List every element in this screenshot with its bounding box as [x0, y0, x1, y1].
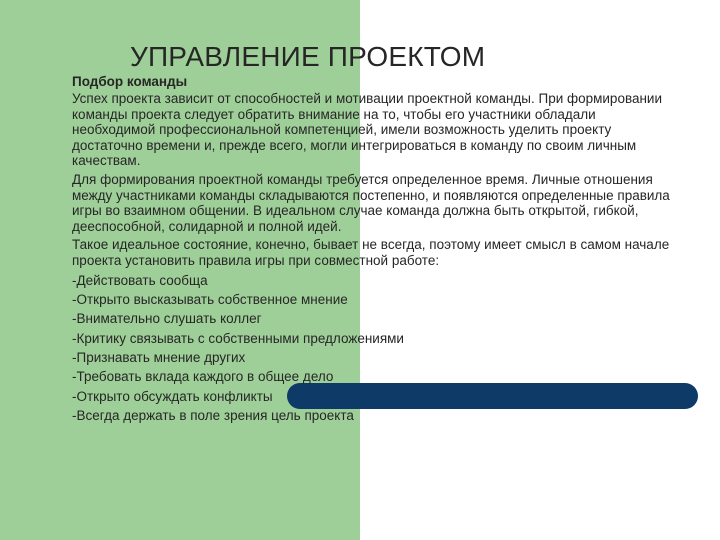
- paragraph: Такое идеальное состояние, конечно, бывает не всегда, поэтому имеет смысл в самом начале проекта установить правила игры при совместной работе:: [72, 237, 670, 268]
- paragraph: Успех проекта зависит от способностей и мотивации проектной команды. При формировании команды проекта следует обратить внимание на то, чтобы его участники обладали необходимой профессиональной компетенцией, имели возможность уделить проекту достаточно времени и, прежде всего, могли интегрироваться в команду по своим личным качествам.: [72, 91, 663, 169]
- list-item: -Внимательно слушать коллег: [72, 311, 262, 327]
- slide-body: [72, 91, 672, 426]
- list-item: -Открыто высказывать собственное мнение: [72, 291, 348, 307]
- rules-list: [72, 271, 672, 426]
- list-item: -Критику связывать с собственными предложениями: [72, 330, 404, 346]
- paragraph: Для формирования проектной команды требуется определенное время. Личные отношения между участниками команды складываются постепенно, и появляются определенные правила игры во взаимном общении. В идеальном случае команда должна быть открытой, гибкой, дееспособной, солидарной и полной идей.: [72, 171, 670, 234]
- list-item: -Всегда держать в поле зрения цель проекта: [72, 408, 354, 424]
- list-item: -Признавать мнение других: [72, 350, 246, 366]
- list-item: -Требовать вклада каждого в общее дело: [72, 369, 334, 385]
- slide-subtitle: Подбор команды: [72, 74, 188, 89]
- slide-title: УПРАВЛЕНИЕ ПРОЕКТОМ: [130, 41, 486, 72]
- list-item: -Открыто обсуждать конфликты: [72, 388, 273, 404]
- list-item: -Действовать сообща: [72, 272, 208, 288]
